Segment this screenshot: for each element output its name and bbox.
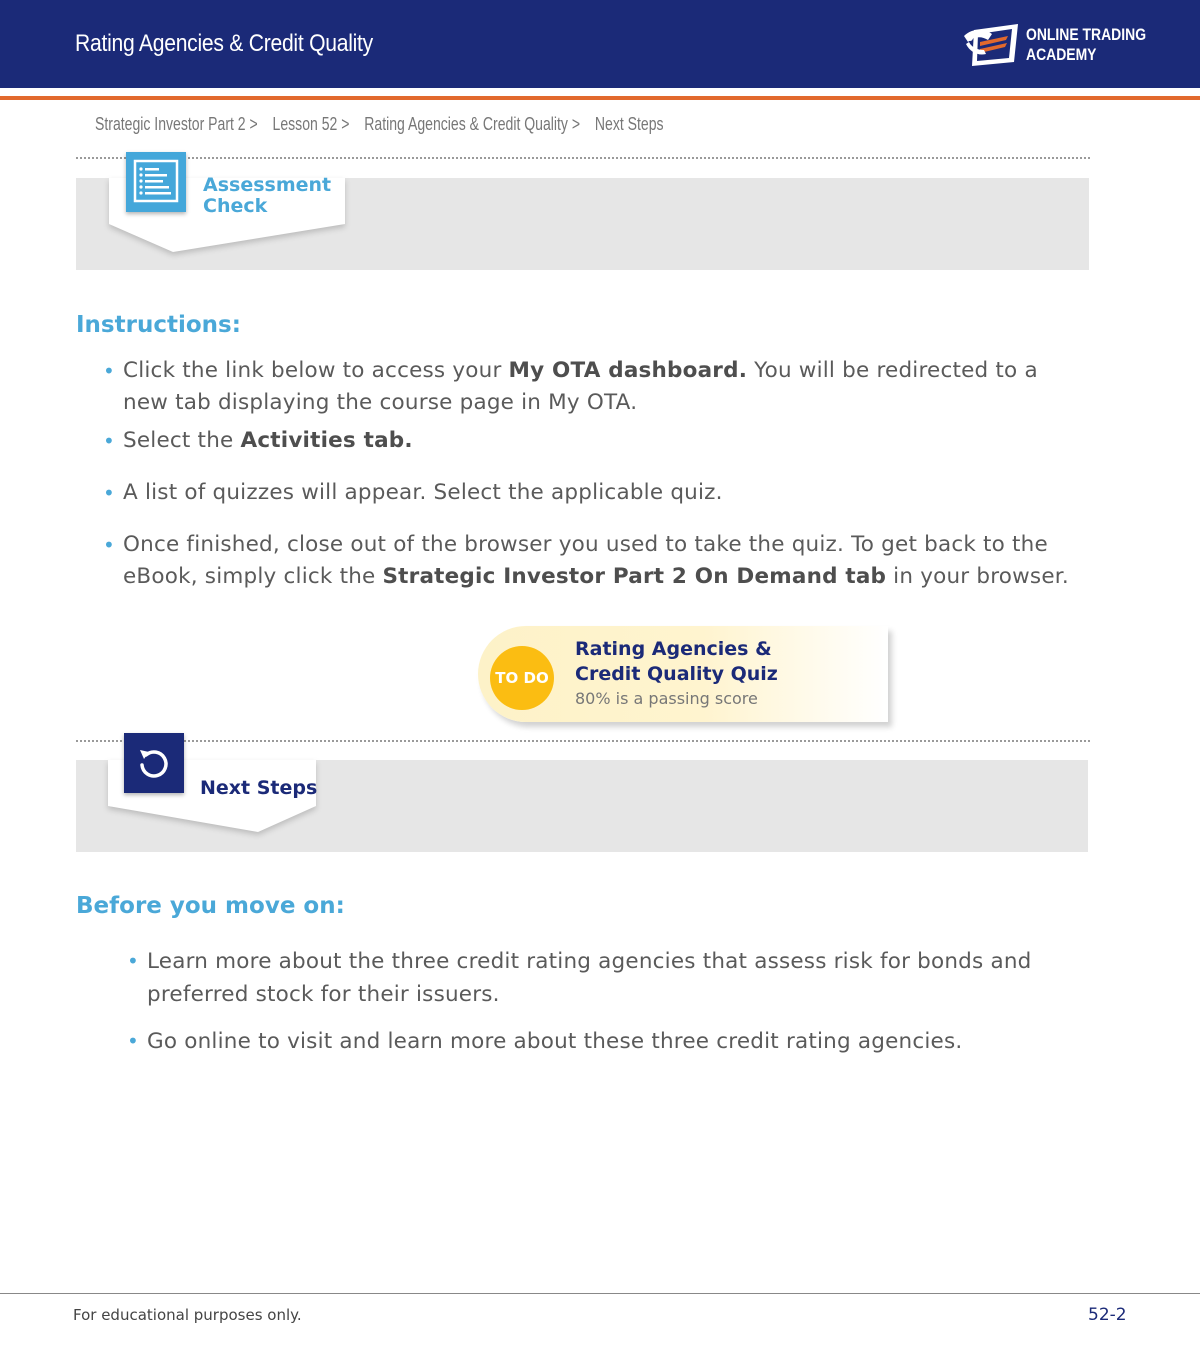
before-item: • Learn more about the three credit rating agencies that assess risk for bonds and preferred stock for their issuers. bbox=[147, 945, 1067, 1011]
breadcrumb-item-course[interactable]: Strategic Investor Part 2 > bbox=[95, 114, 258, 134]
instructions-list bbox=[123, 355, 1083, 593]
page-title: Rating Agencies & Credit Quality bbox=[75, 30, 373, 57]
assessment-check-label bbox=[203, 175, 331, 217]
eagle-logo-icon bbox=[960, 22, 1024, 68]
logo-line-1: ONLINE TRADING bbox=[1026, 25, 1147, 44]
before-heading: Before you move on: bbox=[76, 893, 345, 919]
footer-rule bbox=[0, 1293, 1200, 1294]
logo-line-2: ACADEMY bbox=[1026, 45, 1097, 64]
checklist-icon bbox=[126, 152, 186, 212]
ota-logo bbox=[960, 22, 1147, 70]
header-spacer bbox=[0, 88, 1200, 96]
instruction-item: • Select the Activities tab. bbox=[123, 425, 1083, 457]
breadcrumb-item-topic[interactable]: Rating Agencies & Credit Quality > bbox=[364, 114, 581, 134]
page-number: 52-2 bbox=[1088, 1305, 1127, 1325]
breadcrumb-item-current: Next Steps bbox=[594, 114, 664, 134]
instruction-item: • A list of quizzes will appear. Select the applicable quiz. bbox=[123, 477, 1083, 509]
before-item: • Go online to visit and learn more about these three credit rating agencies. bbox=[147, 1025, 1067, 1058]
passing-score-text: 80% is a passing score bbox=[575, 689, 758, 708]
instruction-item: • Once finished, close out of the browser you used to take the quiz. To get back to the eBook, simply click the Strategic Investor Part 2 On Demand tab in your browser. bbox=[123, 529, 1083, 593]
next-steps-label: Next Steps bbox=[200, 777, 318, 799]
page-header bbox=[0, 0, 1200, 88]
quiz-title[interactable] bbox=[575, 637, 875, 687]
quiz-title-line-2: Credit Quality Quiz bbox=[575, 663, 778, 685]
assessment-label-line-2: Check bbox=[203, 195, 268, 217]
instruction-item: • Click the link below to access your My OTA dashboard. You will be redirected to a new tab displaying the course page in My OTA. bbox=[123, 355, 1083, 419]
section-divider bbox=[76, 157, 1090, 159]
logo-text bbox=[1026, 25, 1146, 65]
on-demand-tab-text: Strategic Investor Part 2 On Demand tab bbox=[382, 564, 887, 589]
instructions-heading: Instructions: bbox=[76, 312, 241, 338]
section-divider bbox=[76, 740, 1090, 742]
footer-disclaimer: For educational purposes only. bbox=[73, 1306, 302, 1324]
breadcrumb-item-lesson[interactable]: Lesson 52 > bbox=[272, 114, 350, 134]
quiz-todo-card[interactable] bbox=[478, 626, 888, 722]
quiz-title-line-1: Rating Agencies & bbox=[575, 638, 772, 660]
assessment-label-line-1: Assessment bbox=[203, 174, 332, 196]
todo-badge: TO DO bbox=[490, 646, 554, 710]
activities-tab-text: Activities tab. bbox=[240, 428, 413, 453]
ota-dashboard-link[interactable]: My OTA dashboard. bbox=[508, 358, 748, 383]
header-orange-rule bbox=[0, 96, 1200, 100]
refresh-icon bbox=[124, 733, 184, 793]
before-list bbox=[147, 945, 1067, 1058]
breadcrumb bbox=[95, 114, 674, 135]
